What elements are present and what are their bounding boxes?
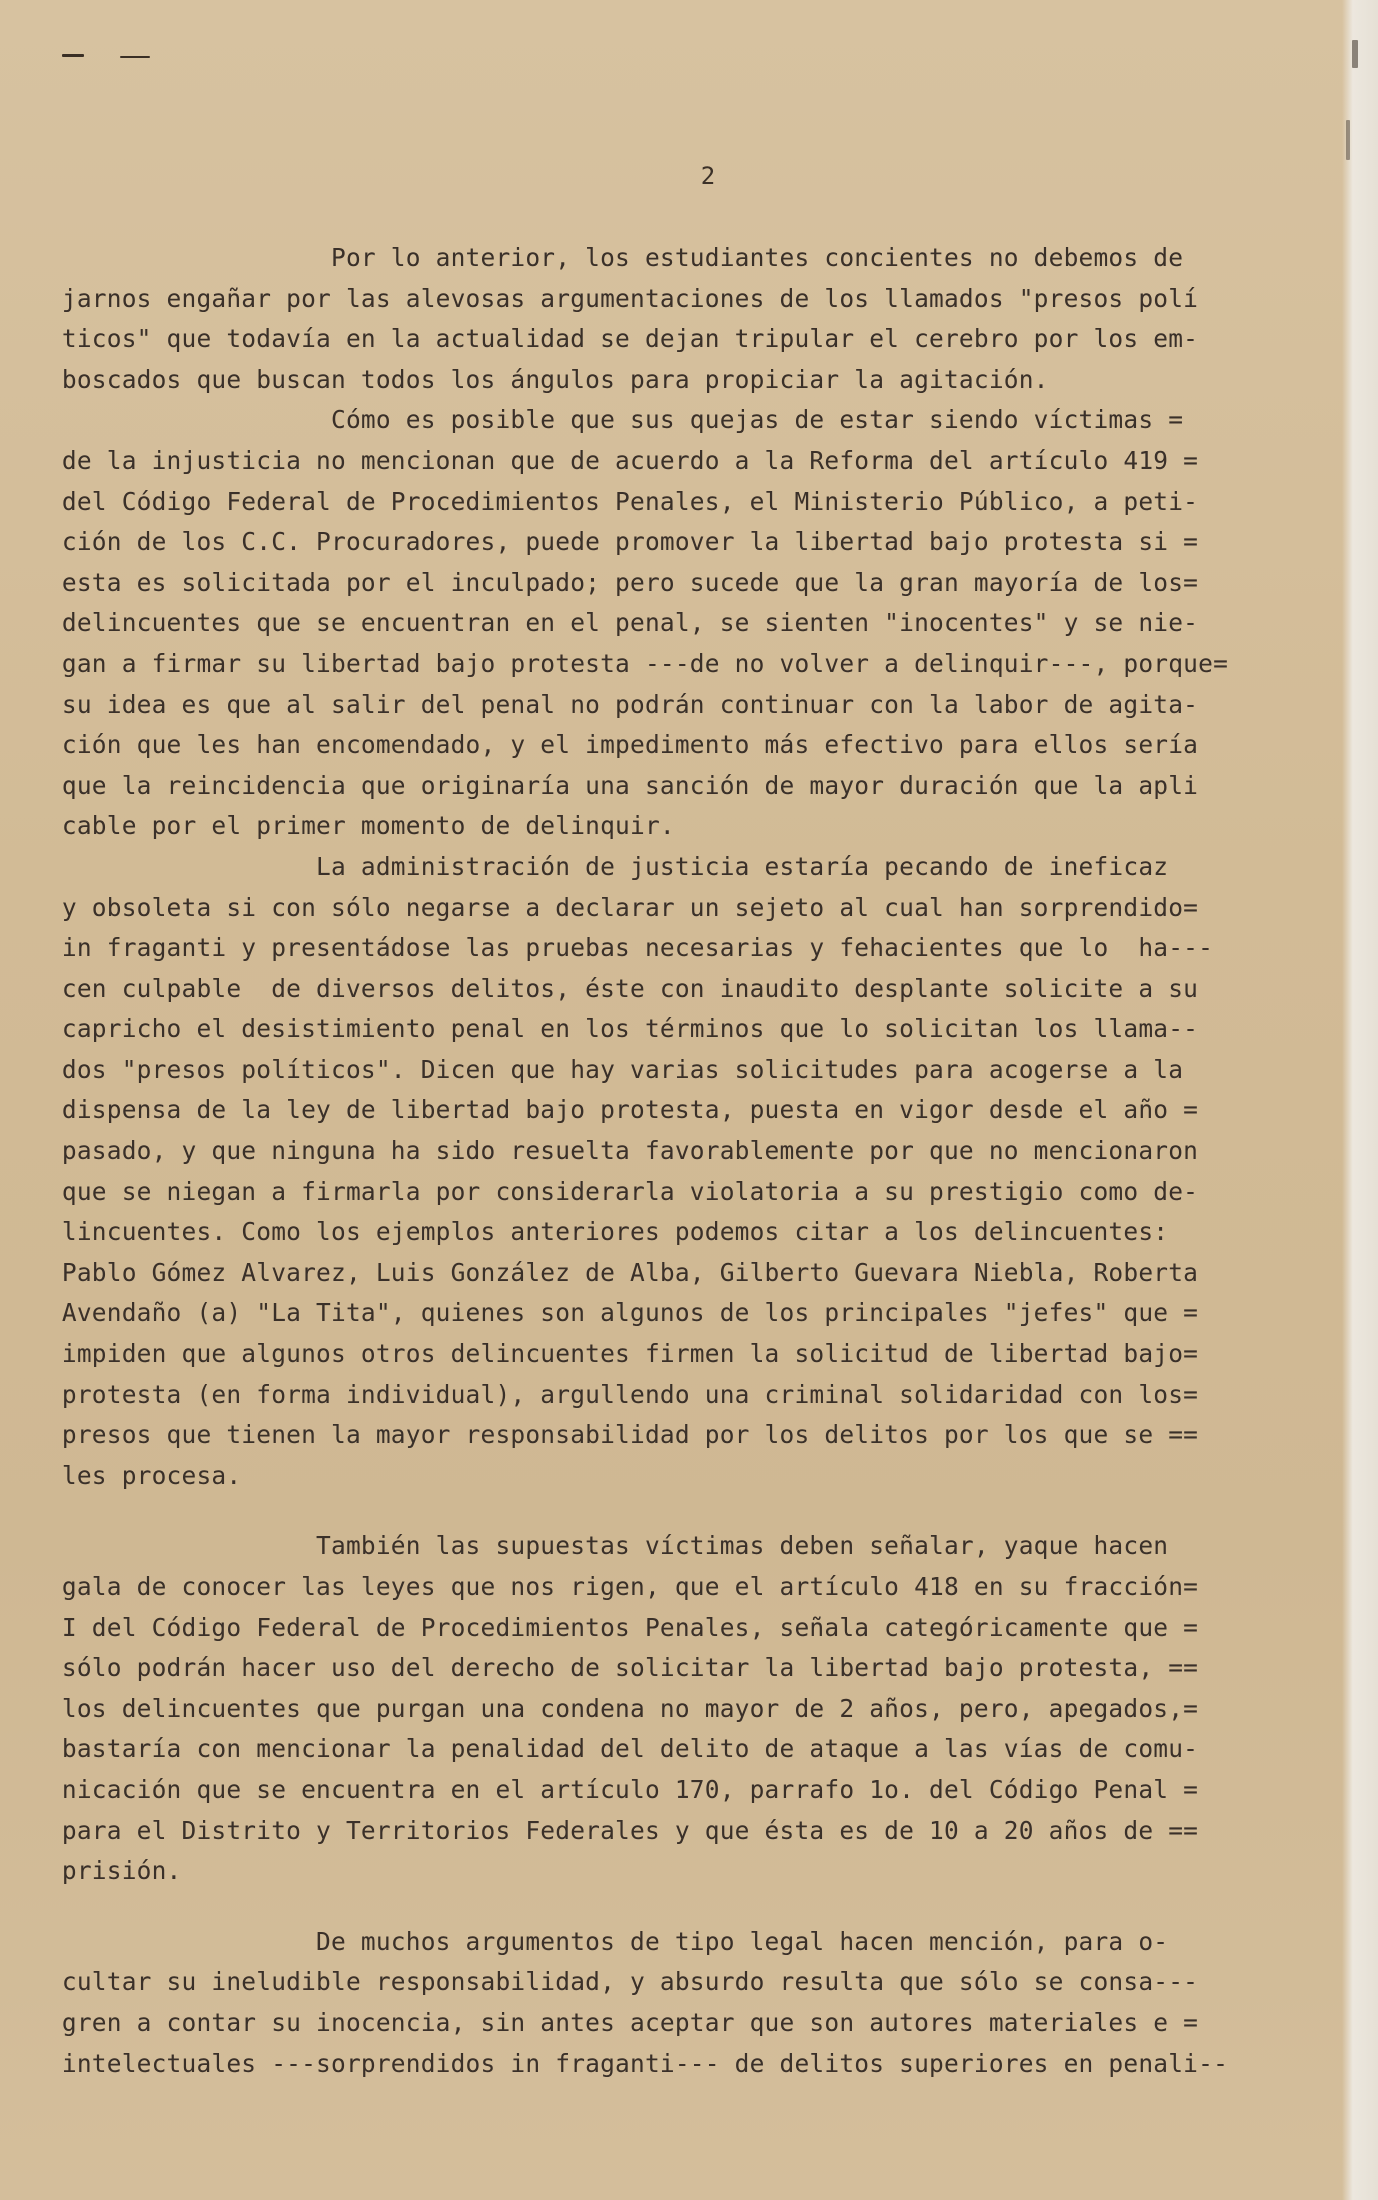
text-line: dos "presos políticos". Dicen que hay varias solicitudes para acogerse a la <box>32 1054 1184 1084</box>
text-line: que la reincidencia que originaría una sanción de mayor duración que la apli <box>32 770 1199 800</box>
ink-speck <box>1352 40 1358 68</box>
text-line: ticos" que todavía en la actualidad se dejan tripular el cerebro por los em- <box>32 324 1199 354</box>
text-line: Avendaño (a) "La Tita", quienes son algunos de los principales "jefes" que = <box>32 1298 1199 1328</box>
body-text <box>32 238 1332 2084</box>
paragraph <box>32 1526 1332 1891</box>
text-line: presos que tienen la mayor responsabilidad por los delitos por los que se == <box>32 1420 1199 1450</box>
text-line: delincuentes que se encuentran en el penal, se sienten "inocentes" y se nie- <box>32 608 1199 638</box>
text-line: les procesa. <box>32 1460 242 1490</box>
paragraph-gap <box>32 1892 1332 1922</box>
text-line: dispensa de la ley de libertad bajo protesta, puesta en vigor desde el año = <box>32 1095 1199 1125</box>
text-line: esta es solicitada por el inculpado; pero sucede que la gran mayoría de los= <box>32 567 1199 597</box>
text-line: Pablo Gómez Alvarez, Luis González de Alba, Gilberto Guevara Niebla, Roberta <box>32 1257 1199 1287</box>
text-line: gala de conocer las leyes que nos rigen, que el artículo 418 en su fracción= <box>32 1572 1199 1601</box>
text-line: cable por el primer momento de delinquir. <box>32 811 675 841</box>
text-line: los delincuentes que purgan una condena no mayor de 2 años, pero, apegados,= <box>32 1693 1199 1723</box>
text-line: gan a firmar su libertad bajo protesta ---de no volver a delinquir---, porque= <box>32 648 1229 678</box>
text-line: in fraganti y presentádose las pruebas necesarias y fehacientes que lo ha--- <box>32 933 1214 963</box>
text-line: gren a contar su inocencia, sin antes aceptar que son autores materiales e = <box>32 2007 1199 2037</box>
text-line: nicación que se encuentra en el artículo 170, parrafo 1o. del Código Penal = <box>32 1774 1199 1804</box>
text-line: bastaría con mencionar la penalidad del delito de ataque a las vías de comu- <box>32 1734 1199 1764</box>
text-line: impiden que algunos otros delincuentes firmen la solicitud de libertad bajo= <box>32 1339 1199 1369</box>
paragraph <box>32 400 1332 847</box>
text-line: I del Código Federal de Procedimientos Penales, señala categóricamente que = <box>32 1612 1199 1642</box>
paragraph <box>32 1922 1332 2084</box>
ink-speck <box>120 56 150 58</box>
text-line: protesta (en forma individual), argullendo una criminal solidaridad con los= <box>32 1379 1199 1409</box>
text-line: ción que les han encomendado, y el impedimento más efectivo para ellos sería <box>32 730 1199 760</box>
ink-speck <box>62 54 84 57</box>
text-line: Cómo es posible que sus quejas de estar siendo víctimas = <box>32 405 1184 435</box>
text-line: También las supuestas víctimas deben señalar, yaque hacen <box>32 1531 1169 1561</box>
paragraph <box>32 238 1332 400</box>
paragraph-gap <box>32 1496 1332 1526</box>
text-line: capricho el desistimiento penal en los términos que lo solicitan los llama-- <box>32 1014 1199 1044</box>
paragraph <box>32 847 1332 1497</box>
text-line: del Código Federal de Procedimientos Penales, el Ministerio Público, a peti- <box>32 486 1199 516</box>
paper-edge <box>1342 0 1378 2200</box>
text-line: para el Distrito y Territorios Federales y que ésta es de 10 a 20 años de == <box>32 1815 1199 1845</box>
text-line: boscados que buscan todos los ángulos para propiciar la agitación. <box>32 364 1049 394</box>
text-line: y obsoleta si con sólo negarse a declarar un sejeto al cual han sorprendido= <box>32 892 1199 922</box>
text-line: lincuentes. Como los ejemplos anteriores podemos citar a los delincuentes: <box>32 1217 1169 1247</box>
text-line: sólo podrán hacer uso del derecho de solicitar la libertad bajo protesta, == <box>32 1653 1199 1683</box>
text-line: de la injusticia no mencionan que de acuerdo a la Reforma del artículo 419 = <box>32 445 1199 475</box>
text-line: que se niegan a firmarla por considerarla violatoria a su prestigio como de- <box>32 1176 1199 1206</box>
text-line: pasado, y que ninguna ha sido resuelta favorablemente por que no mencionaron <box>32 1136 1199 1166</box>
text-line: ción de los C.C. Procuradores, puede promover la libertad bajo protesta si = <box>32 527 1199 557</box>
text-line: Por lo anterior, los estudiantes concientes no debemos de <box>32 243 1184 272</box>
text-line: su idea es que al salir del penal no podrán continuar con la labor de agita- <box>32 689 1199 719</box>
text-line: jarnos engañar por las alevosas argumentaciones de los llamados "presos polí <box>32 283 1199 313</box>
text-line: cultar su ineludible responsabilidad, y absurdo resulta que sólo se consa--- <box>32 1967 1199 1997</box>
text-line: intelectuales ---sorprendidos in fraganti--- de delitos superiores en penali-- <box>32 2048 1229 2078</box>
text-line: cen culpable de diversos delitos, éste con inaudito desplante solicite a su <box>32 973 1199 1003</box>
page-number: 2 <box>700 162 716 190</box>
text-line: De muchos argumentos de tipo legal hacen mención, para o- <box>32 1926 1169 1956</box>
text-line: prisión. <box>32 1856 182 1886</box>
ink-speck <box>1346 120 1350 160</box>
text-line: La administración de justicia estaría pecando de ineficaz <box>32 851 1169 881</box>
